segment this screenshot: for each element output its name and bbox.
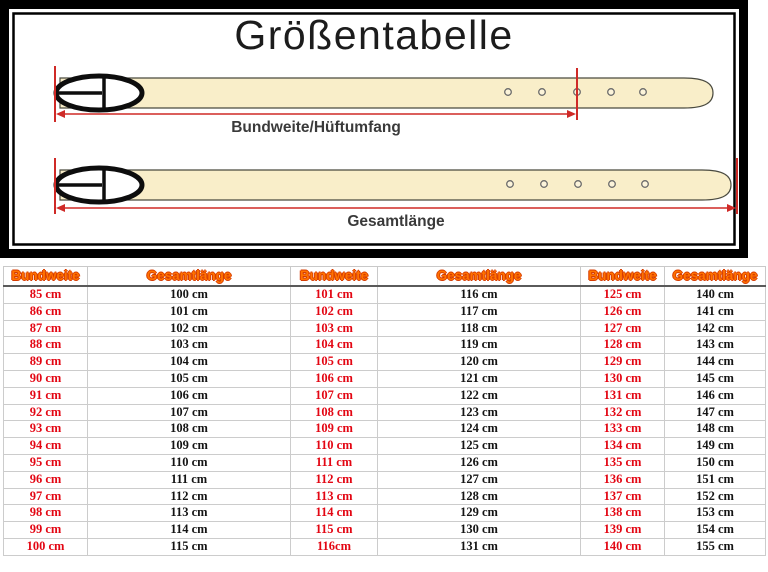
belt-hole bbox=[575, 181, 582, 188]
size-cell-bundweite: 114 cm bbox=[291, 505, 378, 522]
size-table-row bbox=[4, 471, 766, 488]
size-table-row bbox=[4, 370, 766, 387]
size-cell-bundweite: 104 cm bbox=[291, 337, 378, 354]
belt-diagram bbox=[0, 0, 748, 258]
size-cell-bundweite: 93 cm bbox=[4, 421, 88, 438]
size-cell-bundweite: 138 cm bbox=[581, 505, 665, 522]
size-cell-bundweite: 133 cm bbox=[581, 421, 665, 438]
size-cell-bundweite: 98 cm bbox=[4, 505, 88, 522]
size-table-row bbox=[4, 286, 766, 303]
size-cell-gesamtlaenge: 111 cm bbox=[88, 471, 291, 488]
size-cell-bundweite: 97 cm bbox=[4, 488, 88, 505]
size-table-row bbox=[4, 354, 766, 371]
size-table-row bbox=[4, 488, 766, 505]
size-cell-bundweite: 137 cm bbox=[581, 488, 665, 505]
size-cell-bundweite: 92 cm bbox=[4, 404, 88, 421]
size-cell-gesamtlaenge: 121 cm bbox=[378, 370, 581, 387]
size-cell-gesamtlaenge: 129 cm bbox=[378, 505, 581, 522]
col-header-bundweite: Bundweite bbox=[291, 267, 378, 287]
size-cell-gesamtlaenge: 114 cm bbox=[88, 522, 291, 539]
size-cell-bundweite: 125 cm bbox=[581, 286, 665, 303]
size-cell-bundweite: 91 cm bbox=[4, 387, 88, 404]
size-cell-bundweite: 136 cm bbox=[581, 471, 665, 488]
size-table-row bbox=[4, 454, 766, 471]
size-cell-gesamtlaenge: 104 cm bbox=[88, 354, 291, 371]
size-cell-bundweite: 90 cm bbox=[4, 370, 88, 387]
size-table-row bbox=[4, 303, 766, 320]
size-cell-gesamtlaenge: 107 cm bbox=[88, 404, 291, 421]
belt-hole bbox=[507, 181, 514, 188]
size-cell-gesamtlaenge: 109 cm bbox=[88, 438, 291, 455]
size-cell-gesamtlaenge: 142 cm bbox=[665, 320, 766, 337]
belt-hole bbox=[505, 89, 512, 96]
size-table-row bbox=[4, 320, 766, 337]
size-cell-gesamtlaenge: 108 cm bbox=[88, 421, 291, 438]
size-cell-bundweite: 139 cm bbox=[581, 522, 665, 539]
size-cell-bundweite: 88 cm bbox=[4, 337, 88, 354]
size-table bbox=[3, 266, 766, 556]
size-cell-gesamtlaenge: 123 cm bbox=[378, 404, 581, 421]
size-cell-bundweite: 135 cm bbox=[581, 454, 665, 471]
size-cell-gesamtlaenge: 105 cm bbox=[88, 370, 291, 387]
size-table-body bbox=[4, 286, 766, 555]
belt-hole bbox=[539, 89, 546, 96]
size-cell-bundweite: 111 cm bbox=[291, 454, 378, 471]
size-table-row bbox=[4, 387, 766, 404]
size-cell-gesamtlaenge: 131 cm bbox=[378, 538, 581, 555]
size-cell-gesamtlaenge: 153 cm bbox=[665, 505, 766, 522]
size-cell-bundweite: 85 cm bbox=[4, 286, 88, 303]
size-table-header-row bbox=[4, 267, 766, 287]
size-cell-bundweite: 99 cm bbox=[4, 522, 88, 539]
col-header-gesamtlaenge: Gesamtlänge bbox=[378, 267, 581, 287]
size-cell-gesamtlaenge: 118 cm bbox=[378, 320, 581, 337]
col-header-bundweite: Bundweite bbox=[581, 267, 665, 287]
size-cell-gesamtlaenge: 155 cm bbox=[665, 538, 766, 555]
size-cell-bundweite: 107 cm bbox=[291, 387, 378, 404]
diagram-title: Größentabelle bbox=[234, 12, 514, 58]
belt-hole bbox=[541, 181, 548, 188]
size-cell-bundweite: 131 cm bbox=[581, 387, 665, 404]
size-table-row bbox=[4, 404, 766, 421]
size-cell-gesamtlaenge: 144 cm bbox=[665, 354, 766, 371]
size-cell-gesamtlaenge: 151 cm bbox=[665, 471, 766, 488]
size-cell-gesamtlaenge: 113 cm bbox=[88, 505, 291, 522]
size-cell-gesamtlaenge: 126 cm bbox=[378, 454, 581, 471]
size-cell-bundweite: 112 cm bbox=[291, 471, 378, 488]
size-cell-bundweite: 116cm bbox=[291, 538, 378, 555]
size-cell-bundweite: 109 cm bbox=[291, 421, 378, 438]
size-cell-bundweite: 127 cm bbox=[581, 320, 665, 337]
size-cell-bundweite: 110 cm bbox=[291, 438, 378, 455]
size-cell-gesamtlaenge: 125 cm bbox=[378, 438, 581, 455]
size-cell-bundweite: 86 cm bbox=[4, 303, 88, 320]
size-cell-gesamtlaenge: 103 cm bbox=[88, 337, 291, 354]
size-cell-bundweite: 129 cm bbox=[581, 354, 665, 371]
size-cell-gesamtlaenge: 143 cm bbox=[665, 337, 766, 354]
size-cell-gesamtlaenge: 146 cm bbox=[665, 387, 766, 404]
size-cell-gesamtlaenge: 140 cm bbox=[665, 286, 766, 303]
belt-hole bbox=[642, 181, 649, 188]
size-cell-bundweite: 128 cm bbox=[581, 337, 665, 354]
size-cell-gesamtlaenge: 120 cm bbox=[378, 354, 581, 371]
size-cell-gesamtlaenge: 127 cm bbox=[378, 471, 581, 488]
belt-strap bbox=[60, 78, 713, 108]
size-table-row bbox=[4, 522, 766, 539]
col-header-gesamtlaenge: Gesamtlänge bbox=[88, 267, 291, 287]
belt-hole bbox=[640, 89, 647, 96]
size-cell-bundweite: 113 cm bbox=[291, 488, 378, 505]
size-table-row bbox=[4, 538, 766, 555]
size-cell-gesamtlaenge: 106 cm bbox=[88, 387, 291, 404]
size-cell-bundweite: 134 cm bbox=[581, 438, 665, 455]
size-cell-gesamtlaenge: 117 cm bbox=[378, 303, 581, 320]
size-table-row bbox=[4, 505, 766, 522]
size-cell-bundweite: 103 cm bbox=[291, 320, 378, 337]
size-cell-gesamtlaenge: 149 cm bbox=[665, 438, 766, 455]
size-cell-bundweite: 130 cm bbox=[581, 370, 665, 387]
size-cell-gesamtlaenge: 141 cm bbox=[665, 303, 766, 320]
size-table-row bbox=[4, 337, 766, 354]
size-cell-gesamtlaenge: 116 cm bbox=[378, 286, 581, 303]
size-cell-bundweite: 105 cm bbox=[291, 354, 378, 371]
bundweite-measure-label: Bundweite/Hüftumfang bbox=[231, 119, 401, 136]
belt-hole bbox=[609, 181, 616, 188]
size-cell-gesamtlaenge: 148 cm bbox=[665, 421, 766, 438]
size-cell-bundweite: 140 cm bbox=[581, 538, 665, 555]
size-cell-gesamtlaenge: 150 cm bbox=[665, 454, 766, 471]
size-cell-gesamtlaenge: 115 cm bbox=[88, 538, 291, 555]
size-cell-gesamtlaenge: 145 cm bbox=[665, 370, 766, 387]
size-cell-bundweite: 87 cm bbox=[4, 320, 88, 337]
size-cell-bundweite: 115 cm bbox=[291, 522, 378, 539]
size-cell-bundweite: 89 cm bbox=[4, 354, 88, 371]
size-cell-bundweite: 126 cm bbox=[581, 303, 665, 320]
col-header-gesamtlaenge: Gesamtlänge bbox=[665, 267, 766, 287]
size-cell-gesamtlaenge: 152 cm bbox=[665, 488, 766, 505]
size-cell-bundweite: 101 cm bbox=[291, 286, 378, 303]
col-header-bundweite: Bundweite bbox=[4, 267, 88, 287]
size-cell-gesamtlaenge: 119 cm bbox=[378, 337, 581, 354]
size-cell-bundweite: 102 cm bbox=[291, 303, 378, 320]
size-cell-bundweite: 94 cm bbox=[4, 438, 88, 455]
size-cell-bundweite: 100 cm bbox=[4, 538, 88, 555]
belt-strap bbox=[60, 170, 731, 200]
size-cell-gesamtlaenge: 147 cm bbox=[665, 404, 766, 421]
size-cell-gesamtlaenge: 130 cm bbox=[378, 522, 581, 539]
size-cell-bundweite: 108 cm bbox=[291, 404, 378, 421]
size-cell-bundweite: 106 cm bbox=[291, 370, 378, 387]
belt-hole bbox=[608, 89, 615, 96]
size-cell-bundweite: 132 cm bbox=[581, 404, 665, 421]
size-cell-gesamtlaenge: 112 cm bbox=[88, 488, 291, 505]
size-cell-gesamtlaenge: 122 cm bbox=[378, 387, 581, 404]
size-cell-bundweite: 95 cm bbox=[4, 454, 88, 471]
size-cell-gesamtlaenge: 101 cm bbox=[88, 303, 291, 320]
size-cell-gesamtlaenge: 102 cm bbox=[88, 320, 291, 337]
size-table-row bbox=[4, 438, 766, 455]
gesamtlaenge-measure-label: Gesamtlänge bbox=[347, 213, 445, 230]
size-cell-bundweite: 96 cm bbox=[4, 471, 88, 488]
size-cell-gesamtlaenge: 124 cm bbox=[378, 421, 581, 438]
size-cell-gesamtlaenge: 100 cm bbox=[88, 286, 291, 303]
diagram-frame bbox=[0, 0, 748, 258]
size-cell-gesamtlaenge: 128 cm bbox=[378, 488, 581, 505]
size-table-row bbox=[4, 421, 766, 438]
size-cell-gesamtlaenge: 154 cm bbox=[665, 522, 766, 539]
size-cell-gesamtlaenge: 110 cm bbox=[88, 454, 291, 471]
